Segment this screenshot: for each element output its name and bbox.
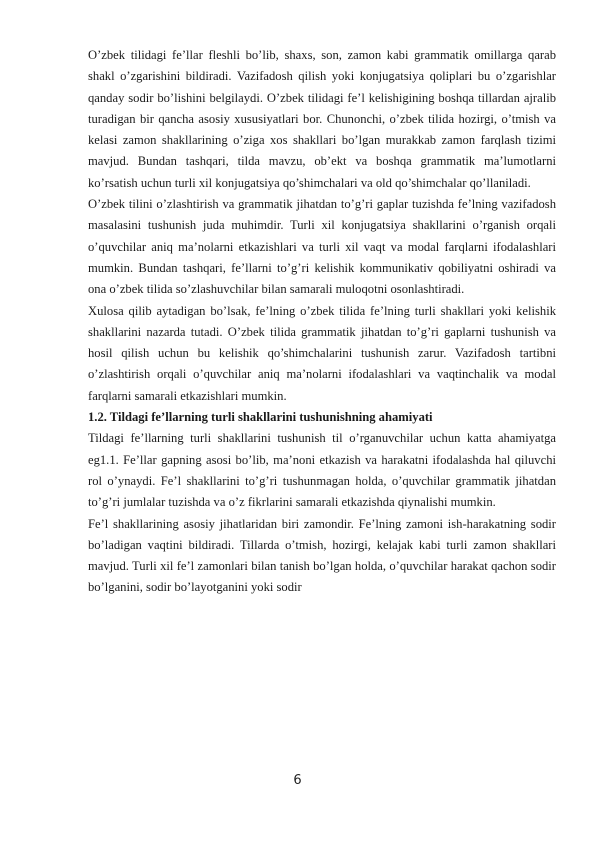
paragraph-conclusion: Xulosa qilib aytadigan bo’lsak, fe’lning o’zbek tilida fe’lning turli shakllari yoki kelishik shakllarini nazarda tutadi. O’zbek tilida grammatik jihatdan to’g’ri gaplarni tushunish va hosil qilish uchun bu kelishik qo’shimchalarini tushunish zarur. Vazifadosh tartibni o’zlashtirish orqali o’quvchilar aniq ma’nolarni ifodalashlari va vaqtinchalik va modal farqlarni samarali etkazishlari mumkin. [88, 303, 556, 403]
section-heading: 1.2. Tildagi fe’llarning turli shakllarini tushunishning ahamiyati [88, 410, 433, 425]
paragraph-verb-tense: Fe’l shakllarining asosiy jihatlaridan biri zamondir. Fe’lning zamoni ish-harakatning sodir bo’ladigan vaqtini bildiradi. Tillarda o’tmish, hozirgi, kelajak kabi turli zamon shakllari mavjud. Turli xil fe’l zamonlari bilan tanish bo’lgan holda, o’quvchilar harakat qachon sodir bo’lganini, sodir bo’layotganini yoki sodir [88, 516, 556, 595]
paragraph-verb-importance: O’zbek tilini o’zlashtirish va grammatik jihatdan to’g’ri gaplar tuzishda fe’lning vazifadosh masalasini tushunish juda muhimdir. Turli xil konjugatsiya shakllarini o’rganish orqali o’quvchilar aniq ma’nolarni etkazishlari va turli xil vaqt va modal farqlarni ifodalashlari mumkin. Bundan tashqari, fe’llarni to’g’ri kelishik kommunikativ qobiliyatni oshiradi va ona o’zbek tilida so’zlashuvchilar bilan samarali muloqotni osonlashtiradi. [88, 197, 556, 297]
document-page [88, 45, 556, 599]
page-number: 6 [293, 773, 302, 788]
paragraph-verb-inflection: O’zbek tilidagi fe’llar fleshli bo’lib, shaxs, son, zamon kabi grammatik omillarga qarab shakl o’zgarishini bildiradi. Vazifadosh qilish yoki konjugatsiya qoliplari bu o’zgarishlar qanday sodir bo’lishini belgilaydi. O’zbek tilidagi fe’l kelishigining boshqa tillardan ajralib turadigan bir qancha asosiy xususiyatlari bor. Chunonchi, o’zbek tilida hozirgi, o’tmish va kelasi zamon shakllarining o’ziga xos shakllari bo’lgan murakkab zamon farqlash tizimi mavjud. Bundan tashqari, tilda mavzu, ob’ekt va boshqa grammatik ma’lumotlarni ko’rsatish uchun turli xil konjugatsiya qo’shimchalari va old qo’shimchalar qo’llaniladi. [88, 48, 556, 190]
paragraph-verb-forms-significance: Tildagi fe’llarning turli shakllarini tushunish til o’rganuvchilar uchun katta ahamiyatga eg1.1. Fe’llar gapning asosi bo’lib, ma’noni etkazish va harakatni ifodalashda hal qiluvchi rol o’ynaydi. Fe’l shakllarini to’g’ri tushunmagan holda, o’quvchilar grammatik jihatdan to’g’ri jumlalar tuzishda va o’z fikrlarini samarali etkazishda qiynalishi mumkin. [88, 431, 556, 510]
